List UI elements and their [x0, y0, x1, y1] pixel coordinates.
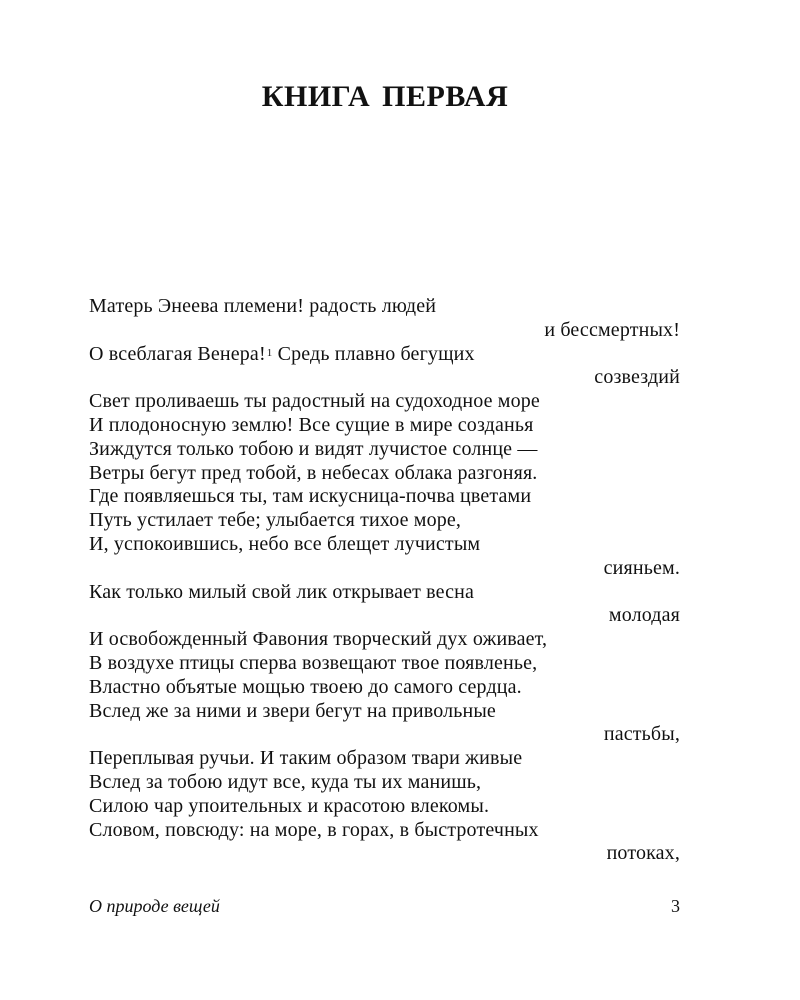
- poem-line: [89, 533, 680, 557]
- poem-line-continuation: [89, 723, 680, 747]
- page-number: 3: [671, 896, 680, 916]
- poem-line-text: В воздухе птицы сперва возвещают твое появленье,: [89, 651, 538, 674]
- poem-line: [89, 700, 680, 724]
- poem-line: [89, 462, 680, 486]
- poem-line: [89, 771, 680, 795]
- poem-line-text: пастьбы,: [603, 723, 680, 746]
- poem-line-text: Властно объятые мощью твоею до самого сердца.: [89, 675, 522, 698]
- poem-line: [89, 628, 680, 652]
- poem-line-text: Вслед за тобою идут все, куда ты их манишь,: [89, 770, 482, 793]
- poem-line: [89, 414, 680, 438]
- poem-text: [89, 295, 680, 866]
- poem-line: [89, 676, 680, 700]
- poem-line-text: Как только милый свой лик открывает весна: [89, 580, 475, 603]
- poem-line-text: Переплывая ручьи. И таким образом твари живые: [89, 747, 523, 770]
- page-footer: [89, 896, 680, 922]
- poem-line-text: Вслед же за ними и звери бегут на привольные: [89, 699, 496, 722]
- footnote-marker: 1: [266, 346, 273, 359]
- poem-line-text: Путь устилает тебе; улыбается тихое море,: [89, 509, 462, 532]
- running-title: О природе вещей: [89, 896, 220, 916]
- poem-line: [89, 485, 680, 509]
- poem-line-text: потоках,: [606, 842, 680, 865]
- poem-line-continuation: [89, 319, 680, 343]
- poem-line-text: И плодоносную землю! Все сущие в мире созданья: [89, 413, 534, 436]
- poem-line-text: И, успокоившись, небо все блещет лучистым: [89, 532, 481, 555]
- page-title: КНИГА ПЕРВАЯ: [261, 80, 509, 113]
- poem-line-text: Свет проливаешь ты радостный на судоходное море: [89, 390, 540, 413]
- poem-line-text: сияньем.: [603, 556, 680, 579]
- poem-line-text: молодая: [608, 604, 680, 627]
- poem-line-text: Где появляешься ты, там искусница-почва цветами: [89, 485, 532, 508]
- poem-line-text: Словом, повсюду: на море, в горах, в быстротечных: [89, 818, 539, 841]
- poem-line-continuation: [89, 842, 680, 866]
- poem-line: [89, 581, 680, 605]
- poem-line: [89, 390, 680, 414]
- poem-line-text: Силою чар упоительных и красотою влекомы.: [89, 794, 490, 817]
- poem-line: [89, 795, 680, 819]
- poem-line: [89, 295, 680, 319]
- poem-line-text: и бессмертных!: [544, 318, 680, 341]
- poem-line: [89, 747, 680, 771]
- poem-line: [89, 343, 680, 367]
- poem-line-text: Ветры бегут пред тобой, в небесах облака разгоняя.: [89, 461, 538, 484]
- poem-line-continuation: [89, 604, 680, 628]
- poem-line: [89, 819, 680, 843]
- poem-line: [89, 652, 680, 676]
- poem-line-continuation: [89, 557, 680, 581]
- poem-line-text: О всеблагая Венера!: [89, 342, 266, 365]
- poem-line-text: Средь плавно бегущих: [272, 342, 475, 365]
- poem-line-continuation: [89, 366, 680, 390]
- poem-line: [89, 509, 680, 533]
- poem-line-text: Матерь Энеева племени! радость людей: [89, 295, 437, 317]
- poem-line: [89, 438, 680, 462]
- poem-line-text: И освобожденный Фавония творческий дух оживает,: [89, 628, 548, 651]
- poem-line-text: Зиждутся только тобою и видят лучистое солнце —: [89, 437, 538, 460]
- poem-line-text: созвездий: [594, 366, 680, 389]
